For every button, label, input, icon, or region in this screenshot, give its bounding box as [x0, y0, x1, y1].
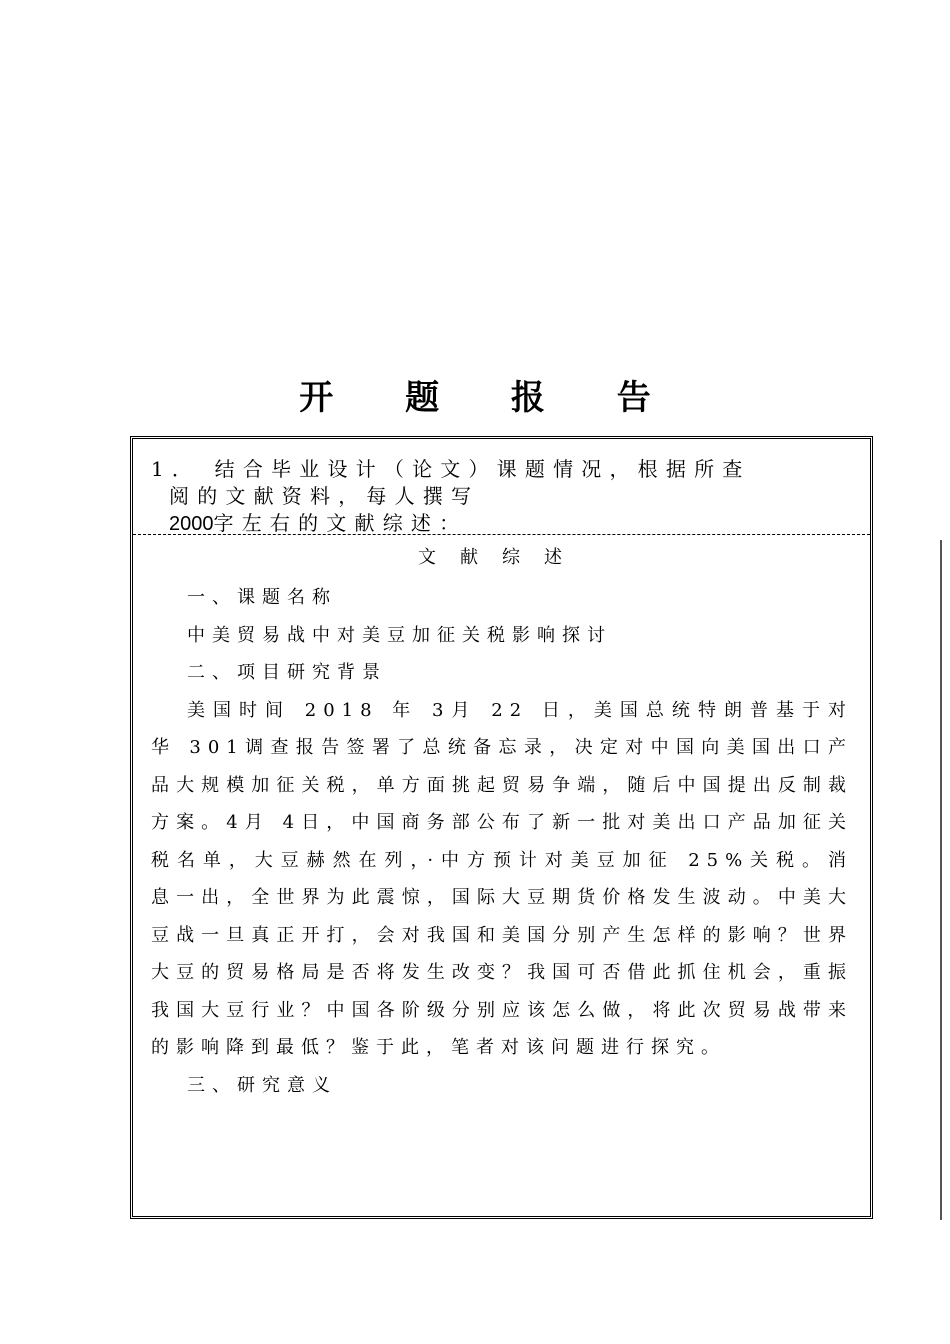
prompt-line-3-text: 字左右的文献综述：: [213, 511, 468, 535]
literature-review: [151, 537, 853, 1104]
heading-topic: 一、课题名称: [187, 587, 337, 608]
heading-significance: 三、研究意义: [187, 1074, 337, 1096]
word-count: 2000: [169, 513, 214, 535]
prompt-line-2: 阅的文献资料，每人撰写: [169, 484, 480, 508]
prompt-line-3: [169, 507, 467, 536]
page-title: 开 题 报 告: [299, 378, 681, 418]
report-frame: [130, 436, 873, 1219]
page-edge-rule: [940, 540, 942, 1220]
prompt-line-1: 1． 结合毕业设计（论文）课题情况，根据所查: [151, 457, 751, 481]
topic-name: 中美贸易战中对美豆加征关税影响探讨: [187, 624, 612, 646]
section-title: 文献综述: [418, 547, 586, 568]
heading-background: 二、项目研究背景: [187, 662, 387, 683]
prompt-header: [133, 439, 870, 535]
background-paragraph: 美国时间 2018 年 3月 22 日，美国总统特朗普基于对华 301调查报告签署了总统备忘录，决定对中国向美国出口产品大规模加征关税，单方面挑起贸易争端，随后中国提出反制裁方案。4月 4日，中国商务部公布了新一批对美出口产品加征关税名单，大豆赫然在列，·中方预计对美豆加征 25%关税。消息一出，全世界为此震惊，国际大豆期货价格发生波动。中美大豆战一旦真正开打，会对我国和美国分别产生怎样的影响？世界大豆的贸易格局是否将发生改变？我国可否借此抓住机会，重振我国大豆行业？中国各阶级分别应该怎么做，将此次贸易战带来的影响降到最低？鉴于此，笔者对该问题进行探究。: [151, 699, 853, 1058]
